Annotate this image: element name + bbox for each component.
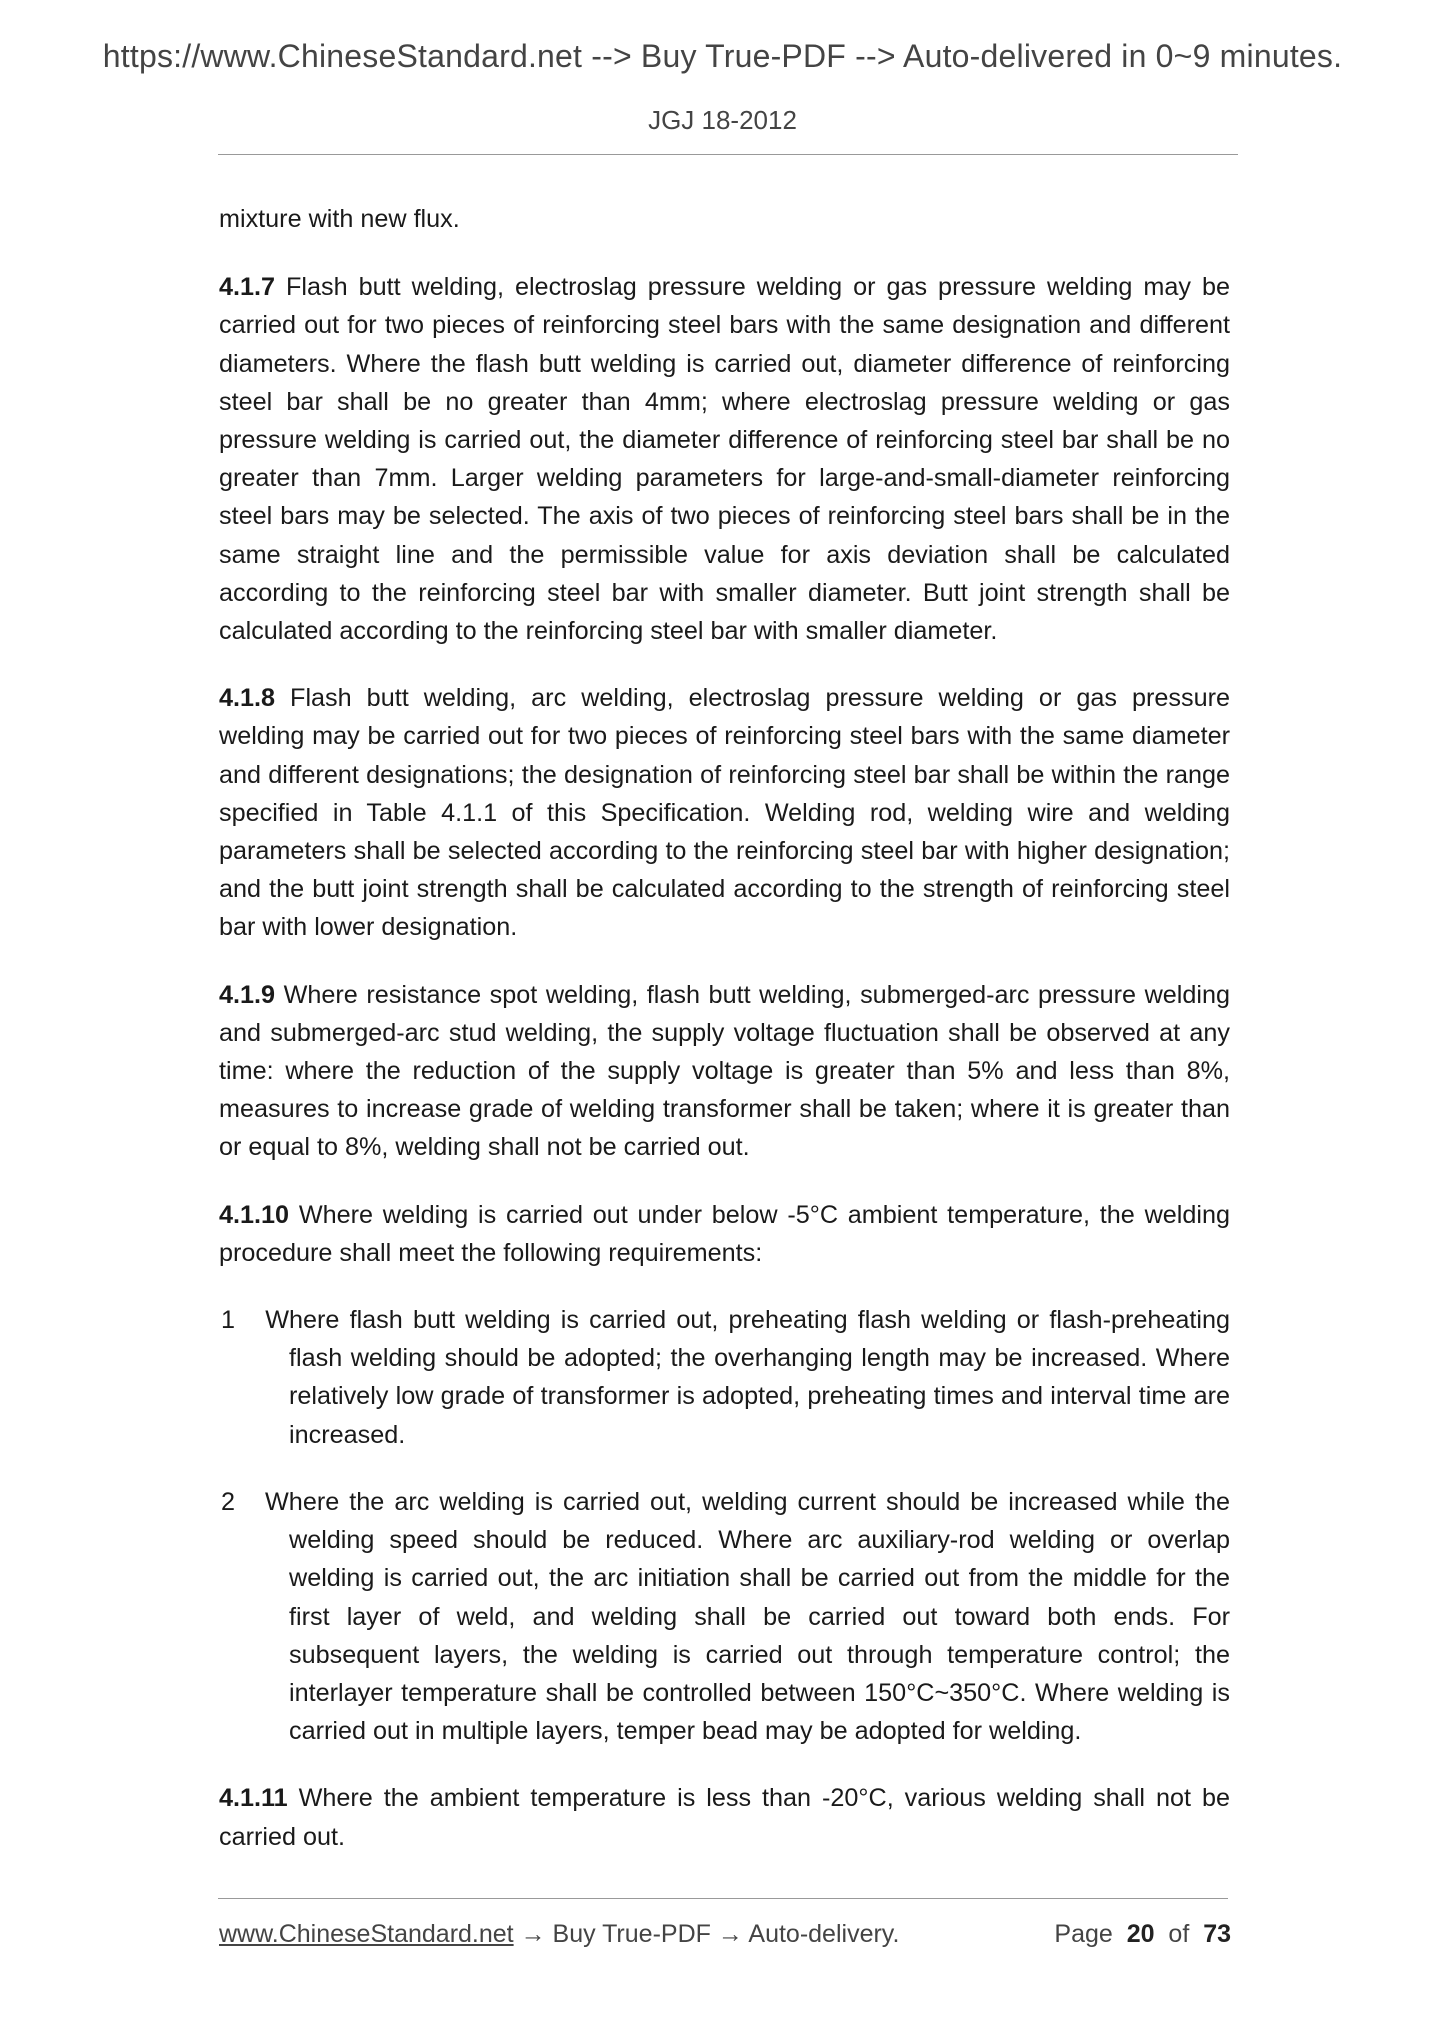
- total-pages: 73: [1203, 1920, 1231, 1948]
- clause-text: Where resistance spot welding, flash butt welding, submerged-arc pressure welding and submerged-arc stud welding, the supply voltage fluctuation shall be observed at any time: where the reduction of the supply voltage is greater than 5% and less than 8%, measures to increase grade of welding transformer shall be taken; where it is greater than or equal to 8%, welding shall not be carried out.: [219, 980, 1230, 1162]
- clause-text: Flash butt welding, electroslag pressure welding or gas pressure welding may be carried out for two pieces of reinforcing steel bars with the same designation and different diameters. Where the flash butt welding is carried out, diameter difference of reinforcing steel bar shall be no greater than 4mm; where electroslag pressure welding or gas pressure welding is carried out, the diameter difference of reinforcing steel bar shall be no greater than 7mm. Larger welding parameters for large-and-small-diameter reinforcing steel bars may be selected. The axis of two pieces of reinforcing steel bars shall be in the same straight line and the permissible value for axis deviation shall be calculated according to the reinforcing steel bar with smaller diameter. Butt joint strength shall be calculated according to the reinforcing steel bar with smaller diameter.: [219, 273, 1230, 646]
- clause-4-1-11: [219, 1779, 1230, 1855]
- footer-trail: → Buy True-PDF → Auto-delivery.: [513, 1920, 900, 1948]
- clause-text: Where the ambient temperature is less than -20°C, various welding shall not be carried out.: [219, 1784, 1230, 1851]
- clause-number: 4.1.9: [219, 980, 276, 1009]
- page-word: Page: [1054, 1920, 1113, 1948]
- source-banner: https://www.ChineseStandard.net --> Buy True-PDF --> Auto-delivered in 0~9 minutes.: [102, 38, 1343, 74]
- clause-text: Flash butt welding, arc welding, electroslag pressure welding or gas pressure welding may be carried out for two pieces of reinforcing steel bars with the same diameter and different designations; the designation of reinforcing steel bar shall be within the range specified in Table 4.1.1 of this Specification. Welding rod, welding wire and welding parameters shall be selected according to the reinforcing steel bar with higher designation; and the butt joint strength shall be calculated according to the strength of reinforcing steel bar with lower designation.: [219, 684, 1230, 942]
- current-page: 20: [1126, 1920, 1155, 1948]
- clause-number: 4.1.7: [219, 273, 276, 302]
- item-text: Where flash butt welding is carried out, preheating flash welding or flash-preheating flash welding should be adopted; the overhanging length may be increased. Where relatively low grade of transformer is adopted, preheating times and interval time are increased.: [255, 1306, 1230, 1449]
- clause-4-1-8: [219, 679, 1230, 946]
- of-word: of: [1168, 1920, 1190, 1948]
- page-counter: [1054, 1920, 1231, 1949]
- requirement-item-1: 1 Where flash butt welding is carried out, preheating flash welding or flash-preheating flash welding should be adopted; the overhanging length may be increased. Where relatively low grade of transformer is adopted, preheating times and interval time are increased.: [221, 1306, 1230, 1449]
- footer-source: [219, 1920, 899, 1949]
- clause-4-1-10: [219, 1196, 1230, 1272]
- header-divider: [218, 154, 1238, 155]
- website-link[interactable]: www.ChineseStandard.net: [219, 1920, 514, 1948]
- item-text: Where the arc welding is carried out, welding current should be increased while the welding speed should be reduced. Where arc auxiliary-rod welding or overlap welding is carried out, the arc initiation shall be carried out from the middle for the first layer of weld, and welding shall be carried out toward both ends. For subsequent layers, the welding is carried out through temperature control; the interlayer temperature shall be controlled between 150°C~350°C. Where welding is carried out in multiple layers, temper bead may be adopted for welding.: [255, 1487, 1230, 1746]
- clause-number: 4.1.11: [219, 1784, 288, 1813]
- page-body: [219, 200, 1230, 1885]
- clause-text: Where welding is carried out under below -5°C ambient temperature, the welding procedure shall meet the following requirements:: [219, 1200, 1230, 1267]
- clause-4-1-7: [219, 268, 1230, 650]
- requirement-item-2: 2 Where the arc welding is carried out, welding current should be increased while the welding speed should be reduced. Where arc auxiliary-rod welding or overlap welding is carried out, the arc initiation shall be carried out from the middle for the first layer of weld, and welding shall be carried out toward both ends. For subsequent layers, the welding is carried out through temperature control; the interlayer temperature shall be controlled between 150°C~350°C. Where welding is carried out in multiple layers, temper bead may be adopted for welding.: [221, 1487, 1230, 1746]
- document-code: JGJ 18-2012: [648, 105, 797, 135]
- continued-paragraph: mixture with new flux.: [219, 205, 460, 233]
- clause-number: 4.1.10: [219, 1200, 290, 1229]
- clause-4-1-9: [219, 976, 1230, 1167]
- clause-number: 4.1.8: [219, 684, 276, 713]
- footer-divider: [218, 1898, 1228, 1899]
